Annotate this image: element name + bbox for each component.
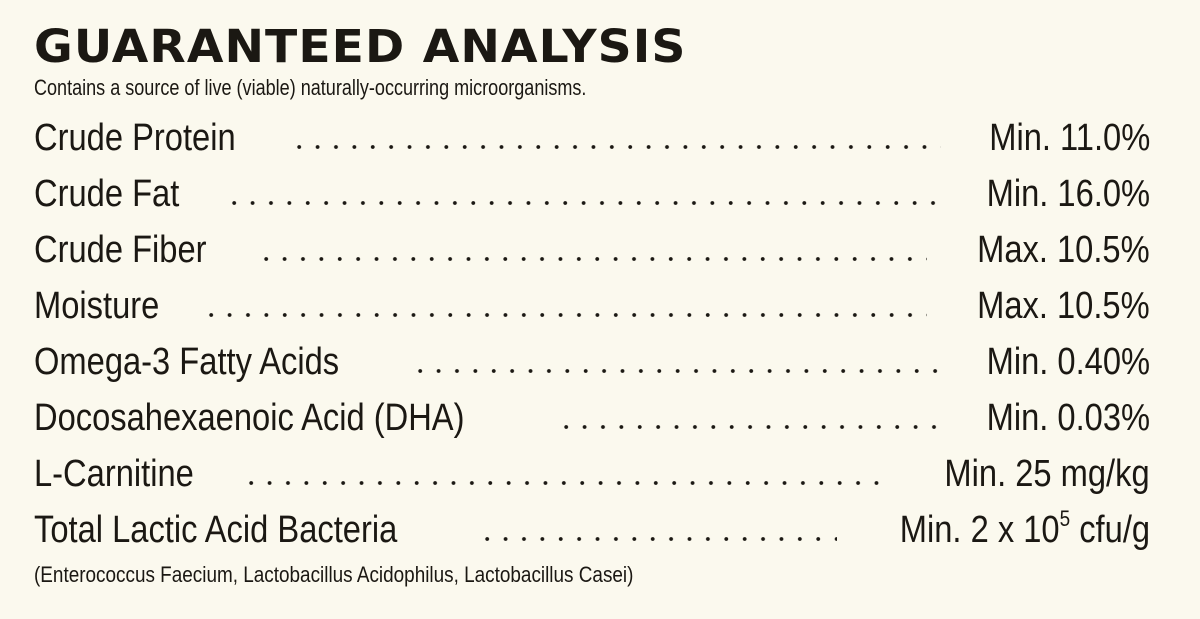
analysis-row-crude-fiber: [34, 222, 1150, 278]
nutrient-name: Crude Fat: [34, 173, 180, 215]
nutrient-name: Crude Protein: [34, 117, 236, 159]
dot-leader: [411, 369, 938, 373]
value-exponent: 5: [1059, 506, 1071, 531]
analysis-row-l-carnitine: [34, 446, 1150, 502]
analysis-rows: [34, 110, 1150, 558]
analysis-row-lactic-acid-bacteria: [34, 502, 1150, 558]
label-subtitle: Contains a source of live (viable) naturally-occurring microorganisms.: [34, 75, 587, 100]
nutrient-value: Max. 10.5%: [977, 229, 1150, 271]
dot-leader: [242, 481, 889, 485]
nutrient-value: Max. 10.5%: [977, 285, 1150, 327]
dot-leader: [202, 313, 928, 317]
value-suffix: cfu/g: [1070, 509, 1150, 551]
analysis-row-omega-3: [34, 334, 1150, 390]
nutrient-name: Omega-3 Fatty Acids: [34, 341, 340, 383]
nutrient-value: Min. 16.0%: [986, 173, 1150, 215]
value-prefix: Min. 2 x 10: [899, 509, 1060, 551]
analysis-row-crude-fat: [34, 166, 1150, 222]
analysis-row-moisture: [34, 278, 1150, 334]
nutrient-value: Min. 11.0%: [988, 117, 1150, 159]
nutrient-value: Min. 0.03%: [986, 397, 1150, 439]
nutrient-value: [900, 502, 1150, 558]
dot-leader: [257, 257, 928, 261]
analysis-row-dha: [34, 390, 1150, 446]
nutrient-name: Moisture: [34, 285, 160, 327]
analysis-row-crude-protein: [34, 110, 1150, 166]
dot-leader: [478, 537, 836, 541]
nutrient-value: Min. 25 mg/kg: [944, 453, 1150, 495]
nutrient-name: L-Carnitine: [34, 453, 194, 495]
dot-leader: [557, 425, 938, 429]
label-title: GUARANTEED ANALYSIS: [34, 20, 687, 73]
bacteria-strains-footnote: (Enterococcus Faecium, Lactobacillus Acidophilus, Lactobacillus Casei): [34, 562, 634, 587]
nutrient-name: Total Lactic Acid Bacteria: [34, 509, 398, 551]
nutrient-value: Min. 0.40%: [986, 341, 1150, 383]
nutrient-name: Crude Fiber: [34, 229, 207, 271]
nutrient-name: Docosahexaenoic Acid (DHA): [34, 397, 465, 439]
dot-leader: [290, 145, 940, 149]
dot-leader: [225, 201, 938, 205]
